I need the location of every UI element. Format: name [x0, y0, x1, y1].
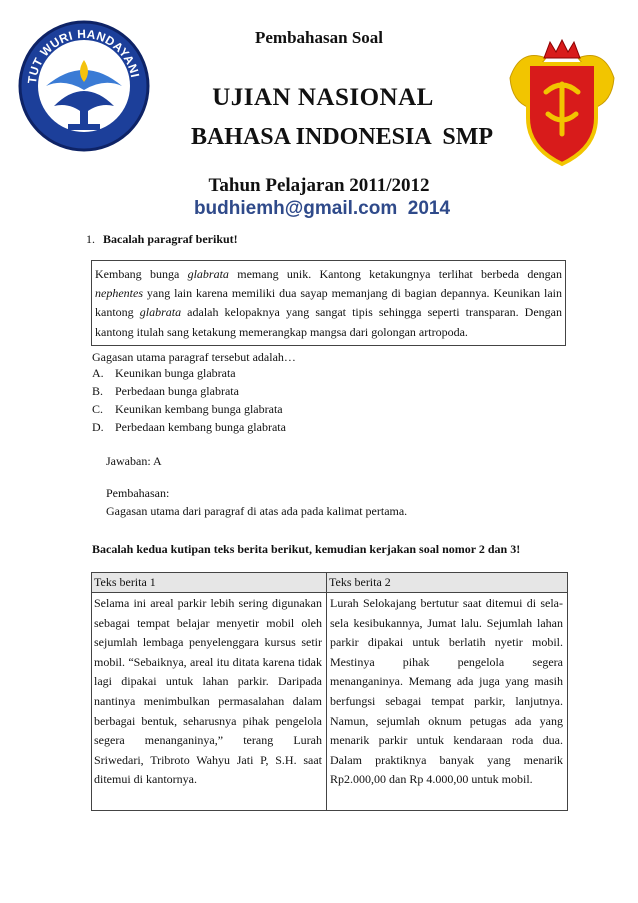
option-letter: C.	[92, 402, 104, 416]
table-header-row	[92, 573, 568, 593]
question-number: 1.	[86, 232, 95, 246]
option-text: Keunikan kembang bunga glabrata	[115, 402, 283, 416]
paragraph-text: yang lain karena memiliki dua sayap memanjang di bagian depannya. Keunikan lain kantong	[95, 286, 562, 320]
news-text-1: Selama ini areal parkir lebih sering digunakan sebagai tempat belajar menyetir mobil oleh sejumlah lembaga penyelenggara kursus setir mobil. “Sebaiknya, areal itu ditata karena tidak lagi dipakai untuk lahan parkir. Daripada nantinya menimbulkan permasalahan dalam berbagai bentuk, seharusnya pihak pengelola segera menanganinya,” terang Lurah Sriwedari, Tribroto Wahyu Jati P, S.H. saat ditemui di kantornya.	[92, 593, 327, 811]
paragraph-italic-term: glabrata	[187, 267, 229, 281]
option-d	[92, 420, 286, 435]
table-header-cell: Teks berita 2	[327, 573, 568, 593]
option-letter: B.	[92, 384, 104, 398]
option-b	[92, 384, 239, 399]
news-text-2: Lurah Selokajang bertutur saat ditemui di sela-sela kesibukannya, Jumat lalu. Sejumlah lahan parkir dipakai untuk berlatih nyetir mobil. Mestinya pihak pengelola segera menanganinya. Memang ada juga yang masih berfungsi sebagai tempat parkir, lanjutnya. Namun, sejumlah oknum petugas ada yang menarik parkir untuk kendaraan roda dua. Dalam praktiknya banyak yang menarik Rp2.000,00 dan Rp 4.000,00 untuk mobil.	[327, 593, 568, 811]
academic-year: Tahun Pelajaran 2011/2012	[208, 175, 430, 196]
option-c	[92, 402, 283, 417]
option-text: Perbedaan kembang bunga glabrata	[115, 420, 286, 434]
discussion-text: Gagasan utama dari paragraf di atas ada pada kalimat pertama.	[106, 504, 408, 518]
option-text: Keunikan bunga glabrata	[115, 366, 236, 380]
option-a	[92, 366, 236, 381]
title-line-2: BAHASA INDONESIA SMP	[190, 124, 494, 150]
option-letter: D.	[92, 420, 104, 434]
answer-text: Jawaban: A	[106, 454, 162, 468]
author-email: budhiemh@gmail.com 2014	[193, 198, 451, 219]
paragraph-text: Kembang bunga	[95, 267, 188, 281]
paragraph-text: adalah kelopaknya yang sangat tipis sehingga seperti transparan. Dengan kantong itulah sang ketakung memerangkap mangsa dari golongan artropoda.	[95, 305, 562, 339]
paragraph-text: memang unik. Kantong ketakungnya terlihat berbeda dengan	[228, 267, 562, 281]
news-comparison-table	[91, 572, 568, 811]
paragraph-italic-term: nephentes	[95, 286, 143, 301]
discussion-label: Pembahasan:	[106, 486, 170, 500]
question-2-3-instruction: Bacalah kedua kutipan teks berita berikut, kemudian kerjakan soal nomor 2 dan 3!	[92, 542, 521, 556]
pre-title: Pembahasan Soal	[255, 28, 383, 47]
question-1-instruction	[86, 232, 238, 247]
table-header-cell: Teks berita 1	[92, 573, 327, 593]
table-row	[92, 593, 568, 811]
paragraph-italic-term: glabrata	[139, 305, 182, 320]
question-stem: Gagasan utama paragraf tersebut adalah…	[92, 350, 296, 364]
svg-text:TUT WURI HANDAYANI: TUT WURI HANDAYANI	[24, 26, 143, 85]
title-line-1: UJIAN NASIONAL	[212, 84, 434, 111]
option-letter: A.	[92, 366, 104, 380]
reading-paragraph-box	[91, 260, 566, 346]
option-text: Perbedaan bunga glabrata	[115, 384, 239, 398]
question-instruction-text: Bacalah paragraf berikut!	[103, 232, 238, 246]
